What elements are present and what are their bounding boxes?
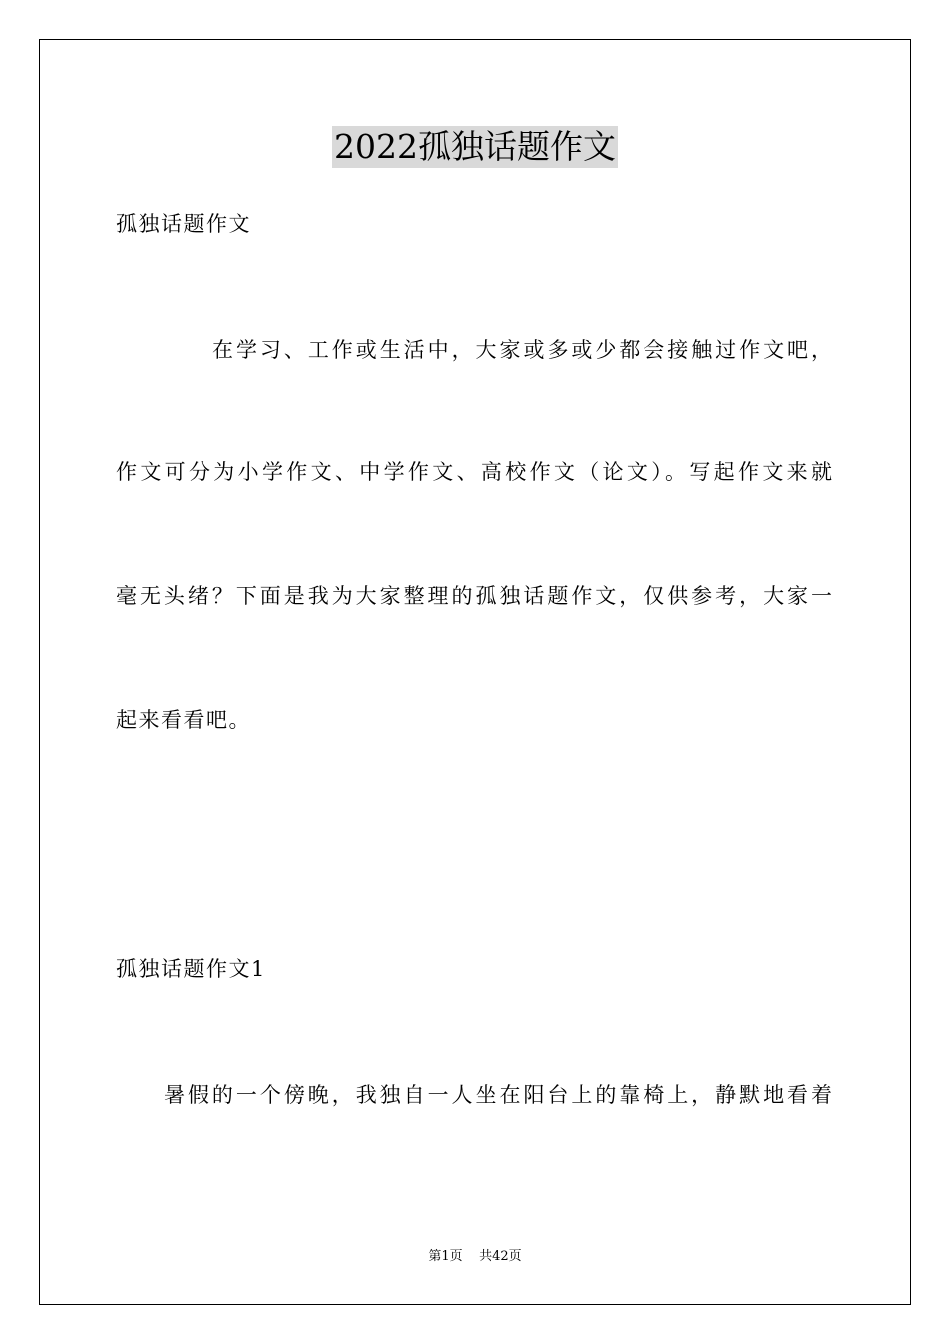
page-footer <box>0 1248 950 1266</box>
intro-line-3: 毫无头绪？下面是我为大家整理的孤独话题作文，仅供参考，大家一 <box>116 584 832 608</box>
body-line-1: 暑假的一个傍晚，我独自一人坐在阳台上的靠椅上，静默地看着 <box>164 1083 832 1107</box>
title-container <box>0 126 950 168</box>
footer-page-number: 第1页 <box>428 1249 463 1264</box>
intro-line-1: 在学习、工作或生活中，大家或多或少都会接触过作文吧， <box>212 338 832 362</box>
section-heading: 孤独话题作文1 <box>116 957 266 981</box>
footer-total-pages: 共42页 <box>479 1249 522 1264</box>
intro-line-2: 作文可分为小学作文、中学作文、高校作文（论文）。写起作文来就 <box>116 460 832 484</box>
intro-line-4: 起来看看吧。 <box>116 708 251 732</box>
document-title: 2022孤独话题作文 <box>334 127 616 166</box>
document-subtitle: 孤独话题作文 <box>116 212 251 236</box>
